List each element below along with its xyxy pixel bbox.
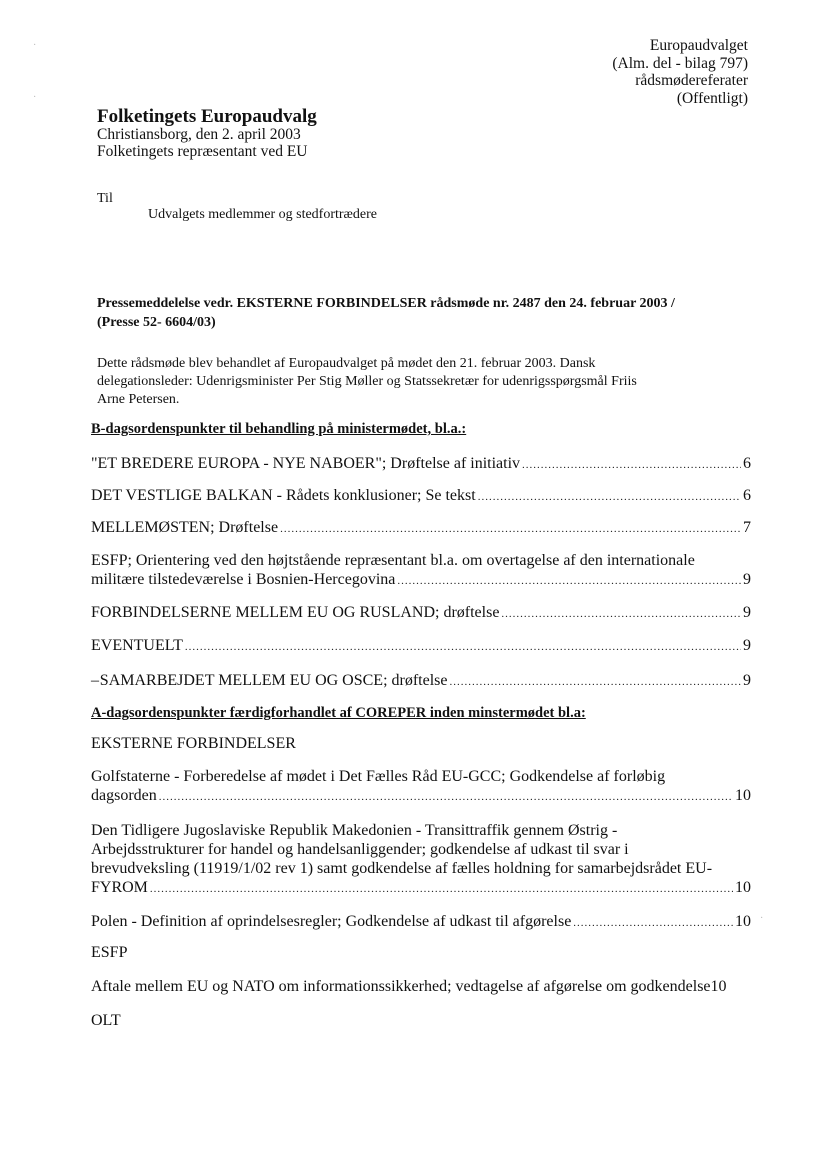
toc-page-number: 9	[743, 637, 751, 654]
toc-entry	[91, 767, 751, 807]
dot-leader	[150, 880, 733, 899]
toc-entry	[91, 603, 751, 624]
toc-entry	[91, 454, 751, 475]
toc-entry-text: dagsorden	[91, 787, 157, 804]
toc-entry-text: militære tilstedeværelse i Bosnien-Hercegovina	[91, 571, 396, 588]
toc-page-number: 9	[743, 571, 751, 588]
toc-entry-line: ESFP; Orientering ved den højtstående repræsentant bl.a. om overtagelse af den internationale	[91, 552, 695, 569]
toc-entry-text: "ET BREDERE EUROPA - NYE NABOER"; Drøftelse af initiativ	[91, 455, 521, 472]
intro-line: delegationsleder: Udenrigsminister Per Stig Møller og Statssekretær for udenrigsspørgsmål Friis	[97, 374, 637, 389]
toc-page-number: 7	[743, 519, 751, 536]
section-b-heading: B-dagsordenspunkter til behandling på ministermødet, bl.a.:	[91, 421, 467, 437]
toc-entry-line: Den Tidligere Jugoslaviske Republik Makedonien - Transittraffik gennem Østrig -	[91, 822, 618, 839]
dot-leader	[450, 673, 742, 692]
toc-entry	[91, 671, 751, 692]
scan-speck: ·	[33, 92, 37, 103]
toc-entry	[91, 636, 751, 657]
intro-line: Dette rådsmøde blev behandlet af Europaudvalget på mødet den 21. februar 2003. Dansk	[97, 356, 596, 371]
toc-entry-line: brevudveksling (11919/1/02 rev 1) samt godkendelse af fælles holdning for samarbejdsrådet EU-	[91, 860, 713, 877]
dot-leader	[522, 456, 741, 475]
subject-heading	[97, 294, 747, 332]
toc-entry-text: Aftale mellem EU og NATO om informationssikkerhed; vedtagelse af afgørelse om godkendelse10	[91, 978, 727, 995]
dot-leader	[280, 520, 741, 539]
toc-entry-text: DET VESTLIGE BALKAN - Rådets konklusioner; Se tekst	[91, 487, 476, 504]
toc-entry-text: Polen - Definition af oprindelsesregler; Godkendelse af udkast til afgørelse	[91, 913, 572, 930]
dot-leader	[573, 914, 733, 933]
toc-entry-text: FORBINDELSERNE MELLEM EU OG RUSLAND; drøftelse	[91, 604, 500, 621]
sender-block	[97, 106, 317, 160]
toc-entry	[91, 821, 751, 899]
toc-entry	[91, 518, 751, 539]
toc-page-number: 9	[743, 604, 751, 621]
scan-speck: ·	[33, 40, 37, 51]
dot-leader	[501, 605, 741, 624]
toc-entry	[91, 551, 751, 591]
group-title: OLT	[91, 1012, 121, 1029]
section-a-heading: A-dagsordenspunkter færdigforhandlet af COREPER inden minstermødet bl.a:	[91, 705, 586, 721]
document-reference	[612, 37, 748, 107]
toc-entry-text: MELLEMØSTEN; Drøftelse	[91, 519, 279, 536]
toc-entry-line: Arbejdsstrukturer for handel og handelsanliggender; godkendelse af udkast til svar i	[91, 841, 629, 858]
subject-line: Pressemeddelelse vedr. EKSTERNE FORBINDELSER rådsmøde nr. 2487 den 24. februar 2003 /	[97, 296, 675, 311]
reference-line: Europaudvalget	[649, 37, 748, 54]
place-date: Christiansborg, den 2. april 2003	[97, 126, 301, 143]
dot-leader	[185, 638, 741, 657]
toc-page-number: 6	[743, 455, 751, 472]
toc-page-number: 10	[735, 787, 751, 804]
subject-line: (Presse 52- 6604/03)	[97, 315, 216, 330]
sender-role: Folketingets repræsentant ved EU	[97, 142, 308, 160]
toc-entry-text: EVENTUELT	[91, 637, 183, 654]
recipients: Udvalgets medlemmer og stedfortrædere	[148, 207, 377, 222]
dash-marker: –	[91, 672, 99, 689]
reference-line: rådsmødereferater	[635, 72, 748, 89]
group-title: EKSTERNE FORBINDELSER	[91, 735, 296, 752]
toc-page-number: 10	[735, 879, 751, 896]
intro-paragraph	[97, 355, 737, 409]
to-label: Til	[97, 191, 113, 206]
group-title: ESFP	[91, 944, 128, 961]
dot-leader	[159, 788, 733, 807]
toc-entry-line: Golfstaterne - Forberedelse af mødet i Det Fælles Råd EU-GCC; Godkendelse af forløbig	[91, 768, 666, 785]
toc-page-number: 10	[735, 913, 751, 930]
reference-line: (Alm. del - bilag 797)	[612, 54, 748, 72]
reference-line: (Offentligt)	[676, 89, 748, 107]
toc-page-number: 9	[743, 672, 751, 689]
scan-speck: ·	[760, 913, 764, 924]
toc-entry-text: SAMARBEJDET MELLEM EU OG OSCE; drøftelse	[99, 672, 448, 689]
toc-entry	[91, 912, 751, 933]
dot-leader	[397, 572, 741, 591]
dot-leader	[478, 488, 741, 507]
toc-page-number: 6	[743, 487, 751, 504]
intro-line: Arne Petersen.	[97, 392, 180, 407]
toc-entry-text: FYROM	[91, 879, 148, 896]
sender-name: Folketingets Europaudvalg	[97, 106, 317, 127]
toc-entry	[91, 486, 751, 507]
